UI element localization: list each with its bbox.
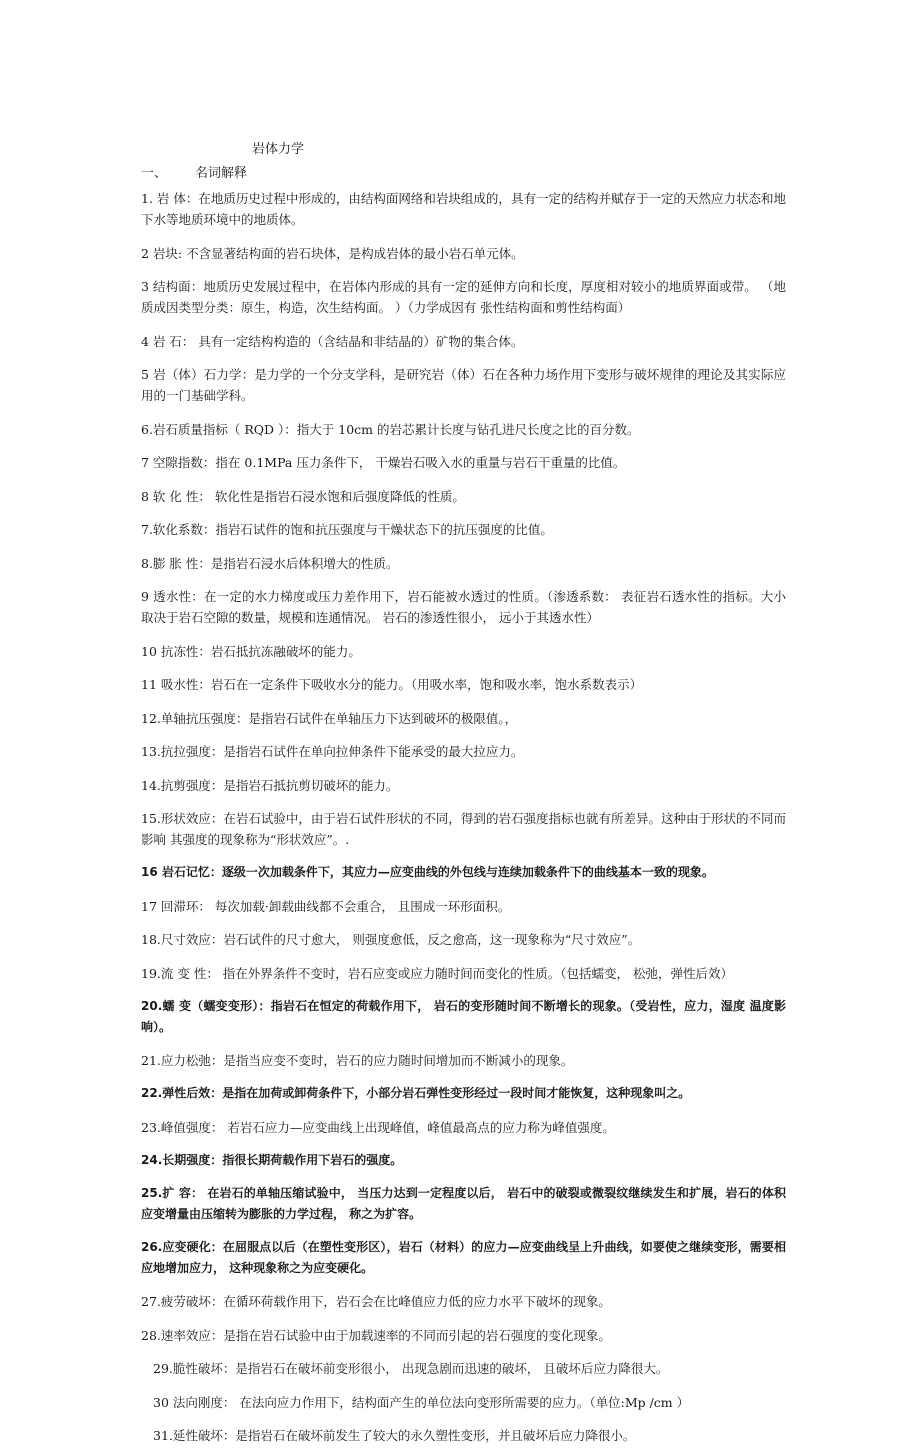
term-entry: 22.弹性后效：是指在加荷或卸荷条件下，小部分岩石弹性变形经过一段时间才能恢复，这种现象叫之。 [141, 1086, 691, 1100]
term-entry: 3 结构面：地质历史发展过程中，在岩体内形成的具有一定的延伸方向和长度，厚度相对较小的地质界面或带。 （地质成因类型分类：原生，构造，次生结构面。 ）（力学成因有 张性结构面和剪性结构面） [141, 279, 786, 315]
term-entry: 17 回滞环： 每次加载·卸载曲线都不会重合， 且围成一环形面积。 [141, 898, 511, 914]
term-entry: 7.软化系数：指岩石试件的饱和抗压强度与干燥状态下的抗压强度的比值。 [141, 522, 553, 537]
term-entry: 12.单轴抗压强度：是指岩石试件在单轴压力下达到破坏的极限值。， [141, 710, 518, 726]
term-entry: 18.尺寸效应：岩石试件的尺寸愈大， 则强度愈低，反之愈高，这一现象称为“尺寸效应”。 [141, 932, 641, 947]
term-entry: 21.应力松弛：是指当应变不变时，岩石的应力随时间增加而不断减小的现象。 [141, 1053, 574, 1068]
term-entry: 19.流 变 性： 指在外界条件不变时，岩石应变或应力随时间而变化的性质。（包括蠕变， 松弛，弹性后效） [141, 965, 734, 981]
document-title: 岩体力学 [252, 142, 305, 157]
term-entry: 7 空隙指数：指在 0.1MPa 压力条件下， 干燥岩石吸入水的重量与岩石干重量的比值。 [141, 455, 626, 470]
section-number: 一、 [141, 166, 168, 181]
term-entry: 5 岩（体）石力学：是力学的一个分支学科，是研究岩（体）石在各种力场作用下变形与破坏规律的理论及其实际应用的一门基础学科。 [141, 367, 786, 403]
term-entry: 25.扩 容： 在岩石的单轴压缩试验中， 当压力达到一定程度以后， 岩石中的破裂或微裂纹继续发生和扩展，岩石的体积应变增量由压缩转为膨胀的力学过程， 称之为扩容。 [141, 1185, 786, 1221]
term-entry: 26.应变硬化：在屈服点以后（在塑性变形区），岩石（材料）的应力—应变曲线呈上升曲线，如要使之继续变形，需要相应地增加应力， 这种现象称之为应变硬化。 [141, 1239, 786, 1275]
term-entry: 1. 岩 体：在地质历史过程中形成的，由结构面网络和岩块组成的，具有一定的结构并赋存于一定的天然应力状态和地下水等地质环境中的地质体。 [141, 191, 786, 227]
term-entry: 6.岩石质量指标（ RQD ）：指大于 10cm 的岩芯累计长度与钻孔进尺长度之比的百分数。 [141, 421, 640, 437]
term-entry: 11 吸水性：岩石在一定条件下吸收水分的能力。（用吸水率，饱和吸水率，饱水系数表示） [141, 677, 643, 692]
term-entry: 20.蠕 变（蠕变变形）：指岩石在恒定的荷载作用下， 岩石的变形随时间不断增长的现象。（受岩性，应力，湿度 温度影响）。 [141, 998, 786, 1034]
term-entry: 13.抗拉强度：是指岩石试件在单向拉伸条件下能承受的最大拉应力。 [141, 744, 524, 759]
term-entry: 14.抗剪强度：是指岩石抵抗剪切破坏的能力。 [141, 777, 399, 793]
term-entry: 23.峰值强度： 若岩石应力—应变曲线上出现峰值，峰值最高点的应力称为峰值强度。 [141, 1119, 615, 1135]
term-entry: 2 岩块: 不含显著结构面的岩石块体，是构成岩体的最小岩石单元体。 [141, 245, 524, 261]
term-entry: 9 透水性：在一定的水力梯度或压力差作用下，岩石能被水透过的性质。（渗透系数： 表征岩石透水性的指标。大小 取决于岩石空隙的数量，规模和连通情况。 岩石的渗透性很小， 远小于其透水性） [141, 589, 786, 625]
term-entry: 8.膨 胀 性：是指岩石浸水后体积增大的性质。 [141, 555, 399, 571]
term-entry: 27.疲劳破坏：在循环荷载作用下，岩石会在比峰值应力低的应力水平下破坏的现象。 [141, 1294, 611, 1309]
term-entry: 10 抗冻性：岩石抵抗冻融破坏的能力。 [141, 643, 361, 659]
term-entry: 4 岩 石： 具有一定结构构造的（含结晶和非结晶的）矿物的集合体。 [141, 333, 524, 349]
term-entry: 24.长期强度：指很长期荷载作用下岩石的强度。 [141, 1152, 403, 1167]
section-heading [141, 164, 247, 184]
term-entry: 16 岩石记忆：逐级一次加载条件下，其应力—应变曲线的外包线与连续加载条件下的曲线基本一致的现象。 [141, 865, 714, 879]
term-entry: 29.脆性破坏：是指岩石在破坏前变形很小， 出现急剧而迅速的破坏， 且破坏后应力降很大。 [153, 1361, 669, 1376]
term-entry: 30 法向刚度： 在法向应力作用下，结构面产生的单位法向变形所需要的应力。（单位:Mp /cm ） [153, 1394, 690, 1410]
term-entry: 28.速率效应：是指在岩石试验中由于加载速率的不同而引起的岩石强度的变化现象。 [141, 1327, 611, 1343]
term-entry: 8 软 化 性： 软化性是指岩石浸水饱和后强度降低的性质。 [141, 488, 465, 504]
term-list [141, 188, 786, 1449]
section-title: 名词解释 [195, 166, 248, 181]
term-entry: 31.延性破坏：是指岩石在破坏前发生了较大的永久塑性变形，并且破坏后应力降很小。 [153, 1428, 636, 1443]
term-entry: 15.形状效应：在岩石试验中，由于岩石试件形状的不同，得到的岩石强度指标也就有所差异。这种由于形状的不同而影响 其强度的现象称为“形状效应”。. [141, 811, 786, 847]
